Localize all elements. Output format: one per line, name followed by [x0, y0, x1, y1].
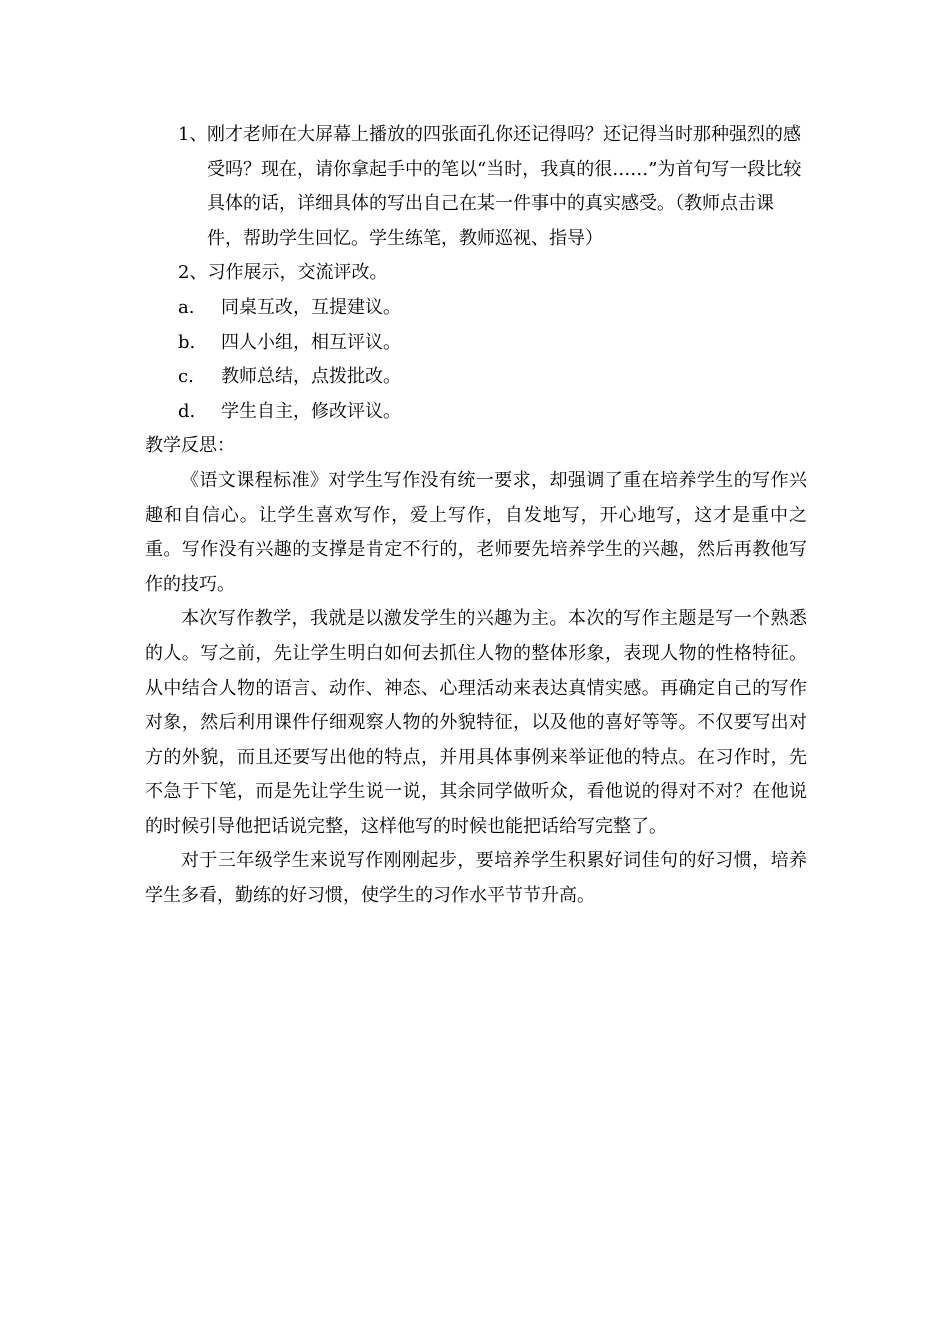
reflection-paragraph-3: 对于三年级学生来说写作刚刚起步，要培养学生积累好词佳句的好习惯，培养学生多看，勤练的好习惯，使学生的习作水平节节升高。 [145, 850, 807, 907]
step-number: 2、 [178, 262, 208, 284]
substep-text: 同桌互改，互提建议。 [221, 296, 401, 318]
step-number: 1、 [178, 124, 208, 145]
substep-d [145, 395, 807, 430]
substep-letter: d. [178, 400, 196, 422]
substep-a [145, 291, 807, 326]
reflection-paragraph-1: 《语文课程标准》对学生写作没有统一要求，却强调了重在培养学生的写作兴趣和自信心。让学生喜欢写作，爱上写作，自发地写，开心地写，这才是重中之重。写作没有兴趣的支撑是肯定不行的，老师要先培养学生的兴趣，然后再教他写作的技巧。 [145, 469, 807, 595]
substep-text: 学生自主，修改评议。 [221, 400, 401, 422]
substep-text: 教师总结，点拨批改。 [221, 366, 401, 388]
reflection-heading: 教学反思： [145, 435, 235, 457]
document-body [145, 118, 807, 914]
step-2 [145, 256, 807, 291]
substep-b [145, 326, 807, 361]
substep-text: 四人小组，相互评议。 [221, 331, 401, 353]
step-1 [145, 118, 807, 256]
substep-letter: a. [178, 296, 195, 318]
substep-letter: c. [178, 366, 194, 388]
substep-c [145, 360, 807, 395]
substep-letter: b. [178, 331, 196, 353]
step-text: 习作展示，交流评改。 [207, 262, 388, 284]
step-text: 刚才老师在大屏幕上播放的四张面孔你还记得吗？还记得当时那种强烈的感受吗？现在，请你拿起手中的笔以“当时，我真的很……”为首句写一段比较具体的话，详细具体的写出自己在某一件事中的真实感受。（教师点击课件，帮助学生回忆。学生练笔，教师巡视、指导） [207, 124, 802, 249]
reflection-paragraph-2: 本次写作教学，我就是以激发学生的兴趣为主。本次的写作主题是写一个熟悉的人。写之前，先让学生明白如何去抓住人物的整体形象，表现人物的性格特征。从中结合人物的语言、动作、神态、心理活动来表达真情实感。再确定自己的写作对象，然后利用课件仔细观察人物的外貌特征，以及他的喜好等等。不仅要写出对方的外貌，而且还要写出他的特点，并用具体事例来举证他的特点。在习作时，先不急于下笔，而是先让学生说一说，其余同学做听众，看他说的得对不对？在他说的时候引导他把话说完整，这样他写的时候也能把话给写完整了。 [145, 608, 807, 837]
